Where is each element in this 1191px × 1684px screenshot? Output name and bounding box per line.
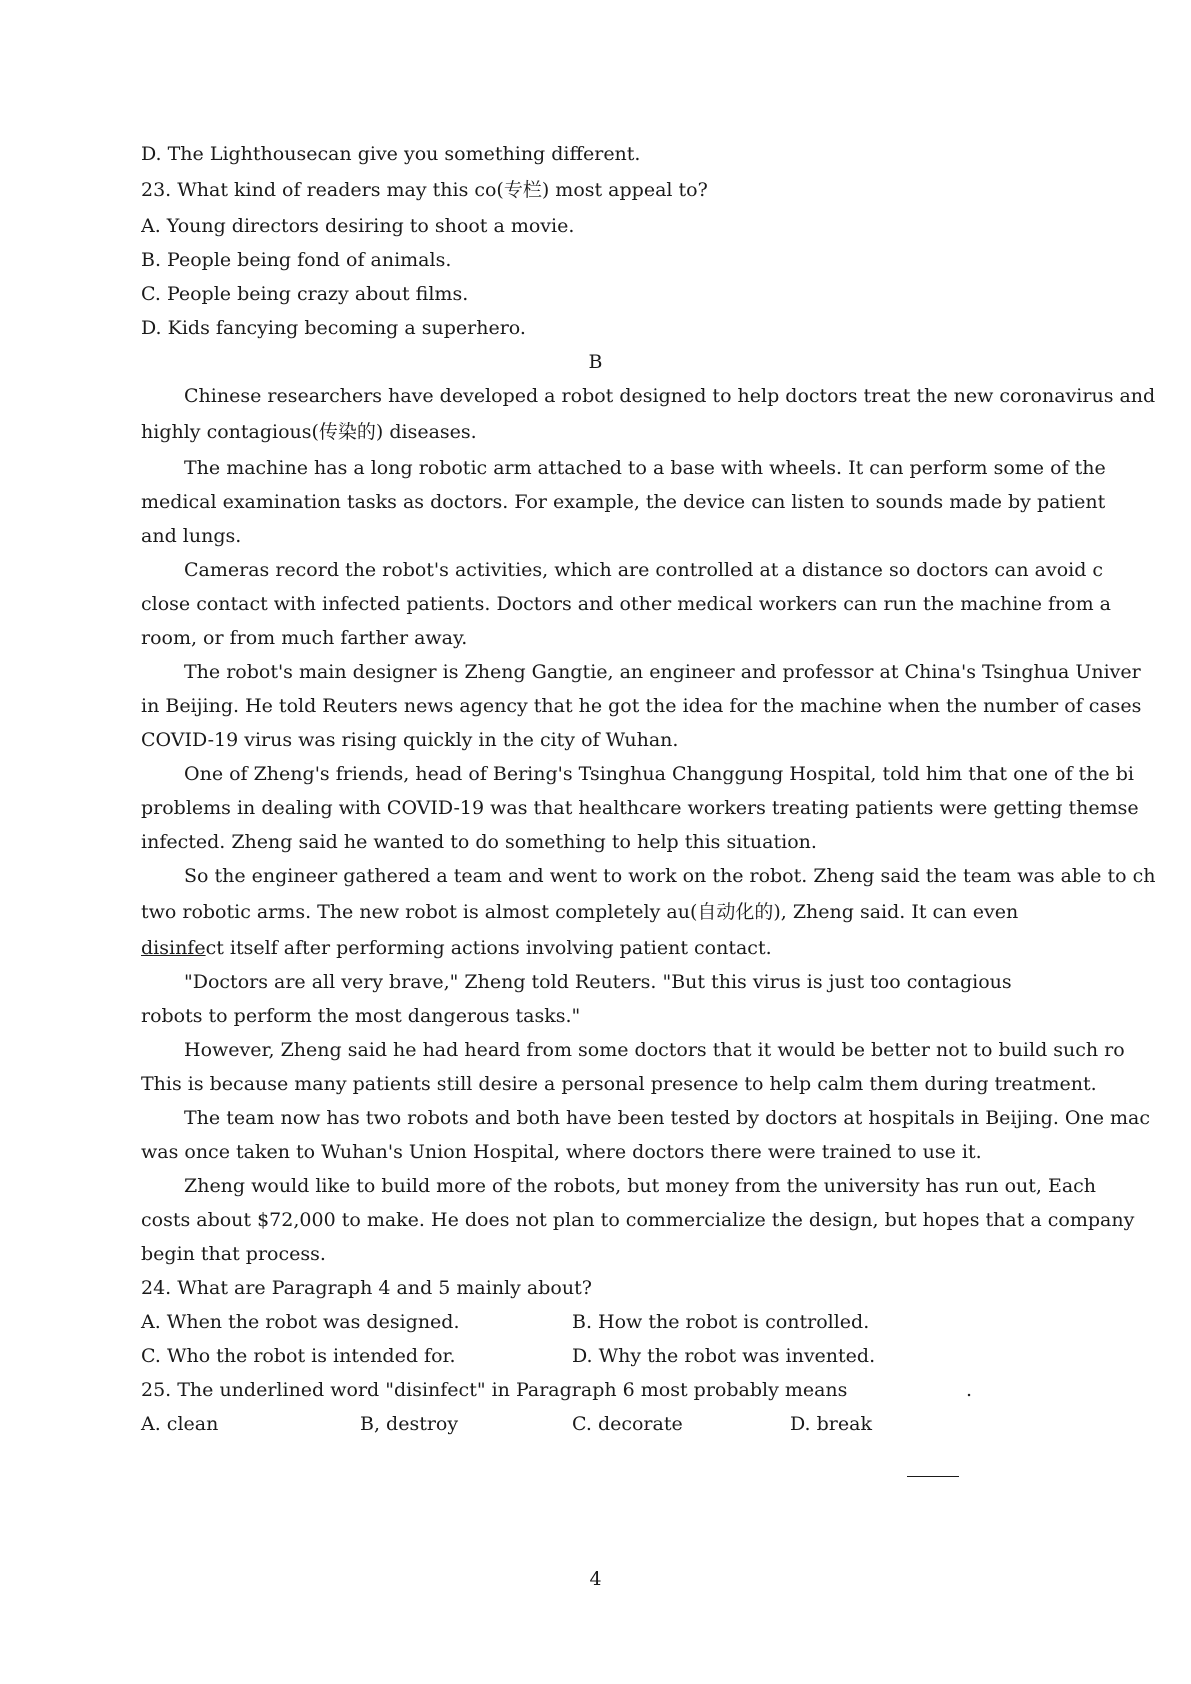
passage-line-rest: ct itself after performing actions involving patient contact.	[205, 937, 772, 959]
passage-line: costs about $72,000 to make. He does not plan to commercialize the design, but hopes that a company	[141, 1209, 1135, 1231]
underlined-word: disinfe	[141, 937, 206, 959]
question-24-option-c: C. Who the robot is intended for.	[141, 1345, 456, 1367]
question-25-stem: 25. The underlined word "disinfect" in Paragraph 6 most probably means	[141, 1379, 848, 1401]
passage-line: So the engineer gathered a team and went to work on the robot. Zheng said the team was able to ch	[184, 865, 1156, 887]
question-25-option-c: C. decorate	[572, 1413, 683, 1435]
passage-line: This is because many patients still desire a personal presence to help calm them during treatment.	[141, 1073, 1097, 1095]
question-25-stem-end: .	[966, 1379, 973, 1401]
passage-line: "Doctors are all very brave," Zheng told Reuters. "But this virus is just too contagious	[184, 971, 1012, 993]
passage-line: was once taken to Wuhan's Union Hospital, where doctors there were trained to use it.	[141, 1141, 982, 1163]
question-25-option-b: B, destroy	[360, 1413, 459, 1435]
passage-line: Chinese researchers have developed a robot designed to help doctors treat the new coronavirus and	[184, 385, 1156, 407]
passage-line: One of Zheng's friends, head of Bering's Tsinghua Changgung Hospital, told him that one of the bi	[184, 763, 1134, 785]
question-24-option-d: D. Why the robot was invented.	[572, 1345, 876, 1367]
question-24-stem: 24. What are Paragraph 4 and 5 mainly about?	[141, 1277, 592, 1299]
question-23-stem: 23. What kind of readers may this co(专栏) most appeal to?	[141, 179, 708, 201]
option-line: C. People being crazy about films.	[141, 283, 469, 305]
option-line: B. People being fond of animals.	[141, 249, 452, 271]
passage-line: room, or from much farther away.	[141, 627, 468, 649]
question-25-option-a: A. clean	[141, 1413, 219, 1435]
option-line: D. Kids fancying becoming a superhero.	[141, 317, 526, 339]
passage-line: two robotic arms. The new robot is almost completely au(自动化的), Zheng said. It can even	[141, 901, 1019, 923]
passage-line: and lungs.	[141, 525, 242, 547]
passage-line: highly contagious(传染的) diseases.	[141, 421, 477, 443]
option-line: D. The Lighthousecan give you something different.	[141, 143, 641, 165]
passage-line: begin that process.	[141, 1243, 326, 1265]
passage-line: The team now has two robots and both have been tested by doctors at hospitals in Beijing. One mac	[184, 1107, 1151, 1129]
answer-blank	[907, 1462, 959, 1477]
passage-line: The robot's main designer is Zheng Gangtie, an engineer and professor at China's Tsinghua Univer	[184, 661, 1141, 683]
passage-line: robots to perform the most dangerous tasks."	[141, 1005, 581, 1027]
question-24-option-b: B. How the robot is controlled.	[572, 1311, 870, 1333]
option-line: A. Young directors desiring to shoot a movie.	[141, 215, 575, 237]
page-number: 4	[589, 1568, 602, 1590]
passage-line: problems in dealing with COVID-19 was that healthcare workers treating patients were getting themse	[141, 797, 1139, 819]
question-24-option-a: A. When the robot was designed.	[141, 1311, 460, 1333]
passage-line: Cameras record the robot's activities, which are controlled at a distance so doctors can avoid c	[184, 559, 1104, 581]
passage-line: However, Zheng said he had heard from some doctors that it would be better not to build such ro	[184, 1039, 1125, 1061]
passage-line: medical examination tasks as doctors. For example, the device can listen to sounds made by patient	[141, 491, 1106, 513]
passage-line	[141, 936, 1191, 960]
section-heading: B	[588, 351, 603, 373]
question-25-option-d: D. break	[790, 1413, 872, 1435]
passage-line: COVID-19 virus was rising quickly in the city of Wuhan.	[141, 729, 679, 751]
passage-line: infected. Zheng said he wanted to do something to help this situation.	[141, 831, 817, 853]
passage-line: Zheng would like to build more of the robots, but money from the university has run out, Each	[184, 1175, 1097, 1197]
passage-line: in Beijing. He told Reuters news agency that he got the idea for the machine when the number of cases	[141, 695, 1142, 717]
passage-line: The machine has a long robotic arm attached to a base with wheels. It can perform some of the	[184, 457, 1106, 479]
passage-line: close contact with infected patients. Doctors and other medical workers can run the machine from a	[141, 593, 1111, 615]
